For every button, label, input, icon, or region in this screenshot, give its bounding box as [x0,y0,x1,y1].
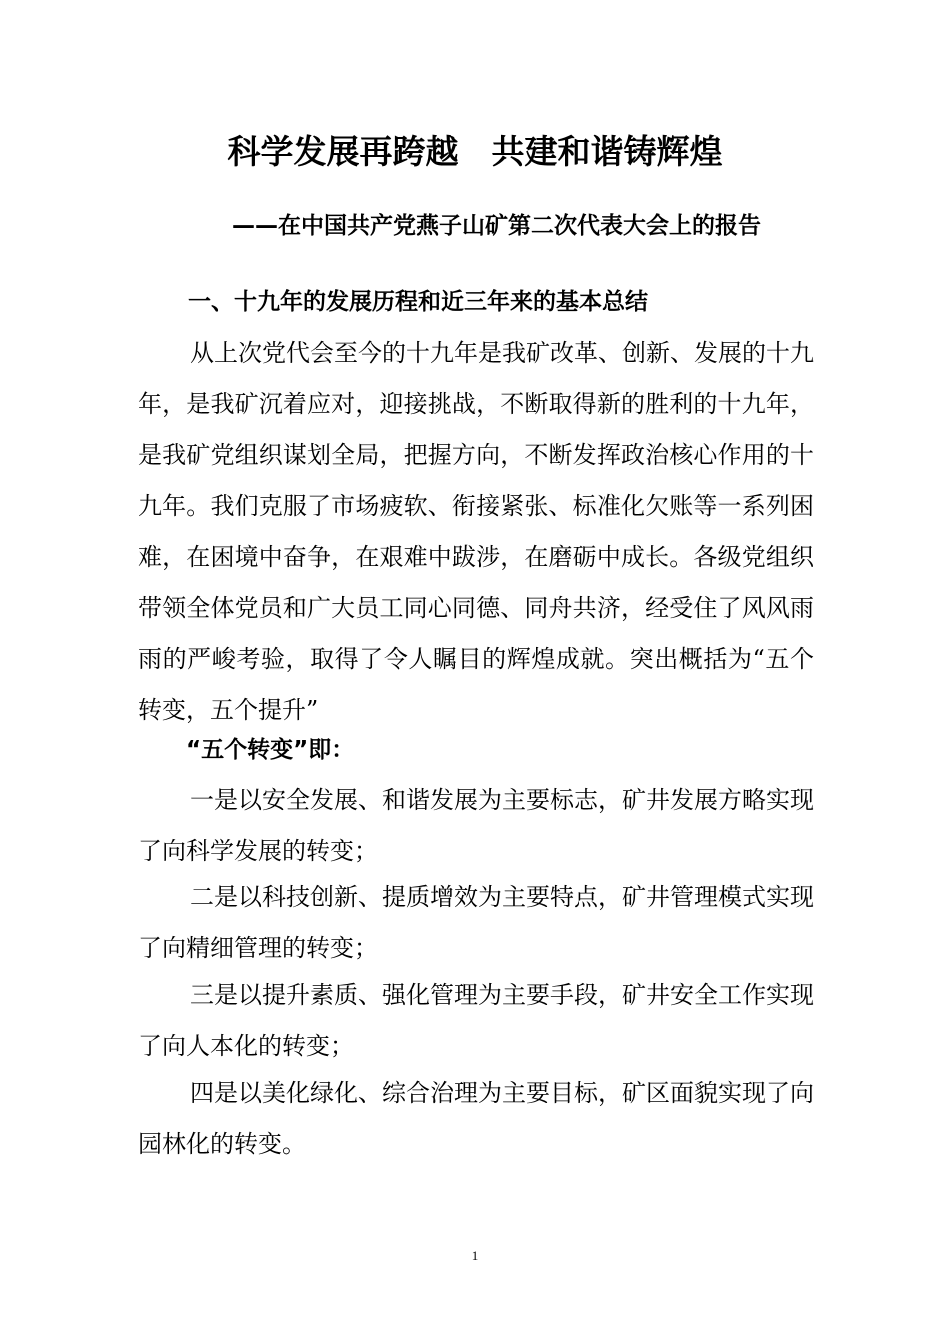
document-title: 科学发展再跨越 共建和谐铸辉煌 [227,132,723,171]
five-transformations-heading: “五个转变”即： [186,737,355,763]
section-heading: 一、十九年的发展历程和近三年来的基本总结 [188,289,648,315]
transformation-item-3: 三是以提升素质、强化管理为主要手段，矿井安全工作实现了向人本化的转变； [138,981,814,1060]
transformation-item-4: 四是以美化绿化、综合治理为主要目标，矿区面貌实现了向园林化的转变。 [138,1079,814,1158]
page-number: 1 [471,1248,479,1263]
transformation-item-1: 一是以安全发展、和谐发展为主要标志，矿井发展方略实现了向科学发展的转变； [138,786,814,865]
document-subtitle: ——在中国共产党燕子山矿第二次代表大会上的报告 [232,213,761,239]
intro-paragraph: 从上次党代会至今的十九年是我矿改革、创新、发展的十九年，是我矿沉着应对，迎接挑战，不断取得新的胜利的十九年，是我矿党组织谋划全局，把握方向，不断发挥政治核心作用的十九年。我们克服了市场疲软、衔接紧张、标准化欠账等一系列困难，在困境中奋争，在艰难中跋涉，在磨砺中成长。各级党组织带领全体党员和广大员工同心同德、同舟共济，经受住了风风雨雨的严峻考验，取得了令人瞩目的辉煌成就。突出概括为“五个转变，五个提升” [138,339,814,724]
transformation-item-2: 二是以科技创新、提质增效为主要特点，矿井管理模式实现了向精细管理的转变； [138,883,814,962]
